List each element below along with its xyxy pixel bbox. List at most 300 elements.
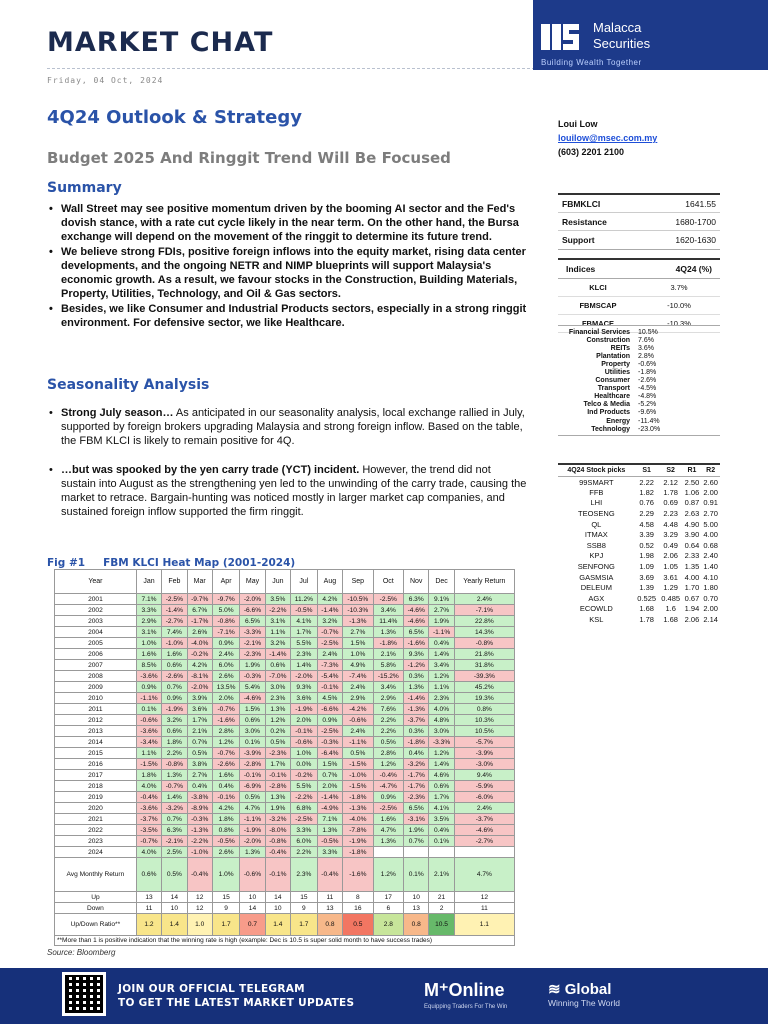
heatmap-cell: 1.2% bbox=[212, 737, 239, 748]
stock-level: 1.70 bbox=[684, 583, 700, 593]
heatmap-cell: -0.5% bbox=[317, 836, 342, 847]
heatmap-cell bbox=[404, 847, 429, 858]
stock-level: 0.70 bbox=[703, 593, 718, 603]
heatmap-cell: 0.6% bbox=[162, 726, 187, 737]
page-title: MARKET CHAT bbox=[47, 27, 274, 58]
sector-row bbox=[558, 409, 720, 417]
stock-level: 2.12 bbox=[663, 477, 678, 487]
heatmap-cell: -0.7% bbox=[317, 627, 342, 638]
sector-row bbox=[558, 352, 720, 360]
stock-ticker: KSL bbox=[589, 615, 604, 625]
stock-level: 0.76 bbox=[639, 498, 654, 508]
index-row bbox=[558, 279, 720, 297]
heatmap-year: 2004 bbox=[55, 627, 137, 638]
heatmap-cell: 1.3% bbox=[373, 836, 403, 847]
sector-name: Healthcare bbox=[594, 393, 630, 401]
heatmap-cell: -2.0% bbox=[187, 682, 212, 693]
stock-level: 3.29 bbox=[663, 530, 678, 540]
heatmap-year-row bbox=[55, 660, 515, 671]
heatmap-count-cell: 16 bbox=[343, 903, 373, 914]
sector-return: -4.5% bbox=[638, 385, 657, 393]
stock-level: 0.87 bbox=[684, 498, 700, 508]
indices-table bbox=[558, 258, 720, 333]
heatmap-cell: -3.9% bbox=[454, 748, 514, 759]
heatmap-header-cell: Oct bbox=[373, 570, 403, 594]
figure-title: FBM KLCI Heat Map (2001-2024) bbox=[103, 557, 296, 569]
heatmap-cell: -0.7% bbox=[212, 748, 239, 759]
level-value: 1680-1700 bbox=[675, 216, 716, 227]
heatmap-cell: 0.4% bbox=[404, 748, 429, 759]
heatmap-cell: -2.8% bbox=[240, 759, 265, 770]
heatmap-year-row bbox=[55, 814, 515, 825]
heatmap-ratio-cell: 1.7 bbox=[291, 914, 318, 936]
heatmap-cell: 2.6% bbox=[212, 671, 239, 682]
heatmap-cell: -0.1% bbox=[212, 792, 239, 803]
heatmap-count-cell: 11 bbox=[454, 903, 514, 914]
heatmap-cell: 0.6% bbox=[162, 660, 187, 671]
heatmap-cell: -4.6% bbox=[240, 693, 265, 704]
heatmap-cell: 2.0% bbox=[291, 715, 318, 726]
heatmap-cell: -1.6% bbox=[212, 715, 239, 726]
heatmap-cell: -1.7% bbox=[404, 770, 429, 781]
heatmap-cell: 0.5% bbox=[343, 748, 373, 759]
page-header bbox=[0, 0, 768, 90]
heatmap-cell: 6.3% bbox=[162, 825, 187, 836]
heatmap-cell: 0.7% bbox=[317, 770, 342, 781]
stock-level: 2.63 bbox=[684, 509, 700, 519]
heatmap-footnote: **More than 1 is positive indication that the winning rate is high (example: Dec is 10.5 is super solid month to have success trades) bbox=[55, 936, 515, 946]
heatmap-cell: 2.9% bbox=[343, 693, 373, 704]
heatmap-cell: -5.4% bbox=[317, 671, 342, 682]
stock-level: 2.70 bbox=[703, 509, 718, 519]
heatmap-cell: 0.2% bbox=[265, 726, 290, 737]
stock-level: 1.09 bbox=[639, 562, 654, 572]
heatmap-cell: -0.4% bbox=[373, 770, 403, 781]
stock-ticker: LHI bbox=[590, 498, 603, 508]
heatmap-cell: -4.0% bbox=[187, 638, 212, 649]
heatmap-header-cell: Aug bbox=[317, 570, 342, 594]
heatmap-cell: -2.3% bbox=[240, 649, 265, 660]
level-label: FBMKLCI bbox=[562, 198, 601, 209]
heatmap-cell: -1.5% bbox=[343, 781, 373, 792]
heatmap-cell: -0.7% bbox=[212, 704, 239, 715]
stock-ticker: SSB8 bbox=[586, 540, 606, 550]
heatmap-avg-cell: 1.0% bbox=[212, 858, 239, 892]
heatmap-cell: 1.8% bbox=[212, 814, 239, 825]
heatmap-cell: 0.6% bbox=[265, 660, 290, 671]
sector-return: -4.8% bbox=[638, 393, 657, 401]
seasonality-point bbox=[47, 463, 527, 519]
stock-level: 1.68 bbox=[639, 604, 654, 614]
stock-pick-row bbox=[558, 582, 720, 593]
heatmap-cell: 1.3% bbox=[373, 627, 403, 638]
heatmap-cell: -0.8% bbox=[162, 759, 187, 770]
heatmap-cell: 2.3% bbox=[291, 649, 318, 660]
heatmap-header-row bbox=[55, 570, 515, 594]
stock-level: 3.69 bbox=[639, 572, 654, 582]
stock-level: 2.29 bbox=[639, 509, 654, 519]
m-global-name: Global bbox=[564, 981, 612, 998]
stock-ticker: DELEUM bbox=[580, 583, 612, 593]
telegram-qr-code[interactable] bbox=[62, 972, 106, 1016]
heatmap-cell: -1.0% bbox=[162, 638, 187, 649]
heatmap-cell: 1.2% bbox=[429, 748, 454, 759]
header-divider bbox=[47, 68, 540, 69]
stock-level: 1.40 bbox=[703, 562, 718, 572]
seasonality-lead: Strong July season… bbox=[61, 407, 174, 419]
heatmap-year: 2017 bbox=[55, 770, 137, 781]
stock-level: 2.06 bbox=[663, 551, 678, 561]
heatmap-cell: 2.7% bbox=[429, 605, 454, 616]
heatmap-count-cell: 12 bbox=[187, 903, 212, 914]
source-note: Source: Bloomberg bbox=[47, 948, 116, 957]
brand-name-line2: Securities bbox=[593, 36, 651, 51]
stock-pick-row bbox=[558, 529, 720, 540]
heatmap-header-cell: Jan bbox=[136, 570, 161, 594]
heatmap-count-cell: 12 bbox=[454, 892, 514, 903]
m-online-logo: M⁺Online bbox=[424, 980, 505, 1000]
heatmap-cell: 9.3% bbox=[404, 649, 429, 660]
heatmap-ratio-cell: 1.4 bbox=[162, 914, 187, 936]
heatmap-cell: -4.2% bbox=[343, 704, 373, 715]
heatmap-cell: -1.7% bbox=[404, 781, 429, 792]
heatmap-cell: 2.0% bbox=[212, 693, 239, 704]
heatmap-cell: 1.6% bbox=[162, 649, 187, 660]
heatmap-avg-cell: 0.6% bbox=[136, 858, 161, 892]
heatmap-avg-cell: -0.4% bbox=[317, 858, 342, 892]
stock-level: 1.78 bbox=[663, 487, 678, 497]
heatmap-cell: 1.1% bbox=[136, 748, 161, 759]
heatmap-cell: 6.0% bbox=[291, 836, 318, 847]
heatmap-cell: -4.6% bbox=[454, 825, 514, 836]
heatmap-cell: -3.5% bbox=[136, 825, 161, 836]
heatmap-cell: -0.7% bbox=[162, 781, 187, 792]
heatmap-cell: 2.2% bbox=[373, 715, 403, 726]
index-name: FBMACE bbox=[581, 319, 615, 328]
stock-pick-row bbox=[558, 519, 720, 530]
heatmap-year-row bbox=[55, 726, 515, 737]
heatmap-ratio-cell: 2.8 bbox=[373, 914, 403, 936]
heatmap-ratio-cell: 1.7 bbox=[212, 914, 239, 936]
heatmap-cell: 10.5% bbox=[454, 726, 514, 737]
cta-line1: JOIN OUR OFFICIAL TELEGRAM bbox=[118, 983, 305, 995]
heatmap-cell: 6.5% bbox=[404, 803, 429, 814]
heatmap-cell: -1.5% bbox=[343, 759, 373, 770]
heatmap-cell: -2.0% bbox=[240, 594, 265, 605]
stock-level: 1.6 bbox=[665, 604, 676, 614]
heatmap-cell: -2.1% bbox=[240, 638, 265, 649]
sector-performance-list bbox=[558, 325, 720, 436]
heatmap-cell: 0.7% bbox=[187, 737, 212, 748]
heatmap-cell: -3.6% bbox=[136, 803, 161, 814]
heatmap-count-cell: 8 bbox=[343, 892, 373, 903]
heatmap-header-cell: May bbox=[240, 570, 265, 594]
heatmap-cell: 3.1% bbox=[265, 616, 290, 627]
heatmap-cell: -9.7% bbox=[187, 594, 212, 605]
summary-list bbox=[47, 202, 527, 331]
sector-name: Telco & Media bbox=[583, 401, 630, 409]
sector-return: -1.8% bbox=[638, 369, 657, 377]
heatmap-cell: 0.3% bbox=[404, 726, 429, 737]
heatmap-cell: 2.0% bbox=[317, 781, 342, 792]
stock-level: 1.68 bbox=[663, 615, 678, 625]
heatmap-ratio-cell: 0.8 bbox=[404, 914, 429, 936]
heatmap-cell: 1.8% bbox=[162, 737, 187, 748]
heatmap-cell: -3.0% bbox=[454, 759, 514, 770]
heatmap-cell: 3.3% bbox=[136, 605, 161, 616]
heatmap-title bbox=[47, 557, 295, 569]
heatmap-cell: -1.4% bbox=[317, 792, 342, 803]
heatmap-cell: 1.8% bbox=[136, 770, 161, 781]
index-name: KLCI bbox=[589, 283, 607, 292]
heatmap-cell: -2.5% bbox=[317, 726, 342, 737]
heatmap-count-cell: 9 bbox=[291, 903, 318, 914]
heatmap-cell: 2.4% bbox=[343, 682, 373, 693]
heatmap-cell: -0.4% bbox=[136, 792, 161, 803]
level-label: Support bbox=[562, 235, 595, 245]
seasonality-list bbox=[47, 406, 527, 534]
heatmap-cell: -3.3% bbox=[429, 737, 454, 748]
heatmap-avg-cell: -0.1% bbox=[265, 858, 290, 892]
heatmap-cell: 3.6% bbox=[187, 704, 212, 715]
sector-row bbox=[558, 336, 720, 344]
heatmap-cell: 3.1% bbox=[136, 627, 161, 638]
heatmap-ratio-cell: 1.2 bbox=[136, 914, 161, 936]
heatmap-cell: 7.6% bbox=[373, 704, 403, 715]
heatmap-header-cell: Yearly Return bbox=[454, 570, 514, 594]
heatmap-year-row bbox=[55, 781, 515, 792]
heatmap-cell: 1.6% bbox=[136, 649, 161, 660]
heatmap-avg-cell: 0.1% bbox=[404, 858, 429, 892]
heatmap-cell: -1.8% bbox=[404, 737, 429, 748]
heatmap-cell: 4.1% bbox=[291, 616, 318, 627]
seasonality-point bbox=[47, 406, 527, 448]
heatmap-count-cell: 2 bbox=[429, 903, 454, 914]
heatmap-cell: -3.2% bbox=[404, 759, 429, 770]
sector-return: -23.0% bbox=[638, 425, 661, 433]
sector-row bbox=[558, 377, 720, 385]
heatmap-year-row bbox=[55, 638, 515, 649]
heatmap-count-cell: 10 bbox=[265, 903, 290, 914]
sector-return: 2.8% bbox=[638, 352, 654, 360]
heatmap-cell: -1.1% bbox=[240, 814, 265, 825]
sector-name: Technology bbox=[591, 425, 630, 433]
sector-return: 10.5% bbox=[638, 328, 658, 336]
heatmap-cell: 3.8% bbox=[187, 759, 212, 770]
stock-ticker: ITMAX bbox=[584, 530, 608, 540]
heatmap-cell: -1.4% bbox=[317, 605, 342, 616]
heatmap-cell: 1.7% bbox=[265, 759, 290, 770]
heatmap-cell: 6.5% bbox=[240, 616, 265, 627]
heatmap-cell: 3.4% bbox=[429, 660, 454, 671]
indices-header-period: 4Q24 (%) bbox=[675, 264, 712, 274]
stock-pick-row bbox=[558, 551, 720, 562]
stock-level: 2.40 bbox=[703, 551, 718, 561]
malacca-securities-logo-icon bbox=[541, 22, 583, 52]
heatmap-count-cell: 17 bbox=[373, 892, 403, 903]
author-email-link[interactable]: louilow@msec.com.my bbox=[558, 133, 658, 143]
heatmap-cell: -0.6% bbox=[291, 737, 318, 748]
heatmap-ratio-cell: 1.0 bbox=[187, 914, 212, 936]
heatmap-cell: 4.0% bbox=[136, 781, 161, 792]
sector-return: -2.6% bbox=[638, 377, 657, 385]
seasonality-text: However, the trend did not sustain into August as the strengthening yen led to the unwinding of the carry trade, causing the market to retrace. Bargain-hunting was noticed mostly in larger market cap companies, and sustained foreign inflow supported the firm ringgit. bbox=[61, 464, 527, 518]
heatmap-cell: 1.4% bbox=[291, 660, 318, 671]
heatmap-cell: -8.0% bbox=[265, 825, 290, 836]
heatmap-cell: -1.9% bbox=[343, 836, 373, 847]
heatmap-count-cell: 14 bbox=[162, 892, 187, 903]
heatmap-cell: -0.3% bbox=[187, 814, 212, 825]
heatmap-cell: 1.7% bbox=[429, 792, 454, 803]
heatmap-cell: -1.8% bbox=[373, 638, 403, 649]
stock-ticker: AGX bbox=[588, 593, 605, 603]
heatmap-year: 2024 bbox=[55, 847, 137, 858]
heatmap-cell: 4.1% bbox=[429, 803, 454, 814]
heatmap-count-cell: 10 bbox=[240, 892, 265, 903]
heatmap-avg-cell: -1.6% bbox=[343, 858, 373, 892]
heatmap-down-row bbox=[55, 903, 515, 914]
heatmap-cell: -2.2% bbox=[291, 792, 318, 803]
sector-name: Energy bbox=[606, 417, 630, 425]
telegram-cta[interactable] bbox=[118, 982, 354, 1010]
heatmap-cell: -3.7% bbox=[136, 814, 161, 825]
heatmap-cell: -2.5% bbox=[317, 638, 342, 649]
heatmap-cell: -39.3% bbox=[454, 671, 514, 682]
heatmap-cell: -1.1% bbox=[136, 693, 161, 704]
heatmap-cell: 0.4% bbox=[212, 781, 239, 792]
heatmap-row-label: Up bbox=[55, 892, 137, 903]
heatmap-cell: 3.0% bbox=[265, 682, 290, 693]
heatmap-cell: -1.0% bbox=[343, 770, 373, 781]
heatmap-cell: 1.0% bbox=[136, 638, 161, 649]
heatmap-cell: 0.8% bbox=[454, 704, 514, 715]
heatmap-cell: -3.8% bbox=[187, 792, 212, 803]
heatmap-cell: 5.5% bbox=[291, 638, 318, 649]
heatmap-cell: 2.9% bbox=[136, 616, 161, 627]
heatmap-cell: 14.3% bbox=[454, 627, 514, 638]
index-value: -10.0% bbox=[667, 301, 691, 310]
heatmap-cell: 0.0% bbox=[291, 759, 318, 770]
heatmap-avg-cell: 1.2% bbox=[373, 858, 403, 892]
heatmap-cell: 3.2% bbox=[162, 715, 187, 726]
heatmap-cell: 4.5% bbox=[317, 693, 342, 704]
heatmap-cell: -0.2% bbox=[291, 770, 318, 781]
heatmap-body bbox=[55, 594, 515, 946]
heatmap-cell: -3.7% bbox=[404, 715, 429, 726]
sector-return: -5.2% bbox=[638, 401, 657, 409]
heatmap-ratio-cell: 0.7 bbox=[240, 914, 265, 936]
heatmap-cell: 2.3% bbox=[265, 693, 290, 704]
sector-row bbox=[558, 344, 720, 352]
heatmap-cell: -7.3% bbox=[317, 660, 342, 671]
heatmap-cell: -2.5% bbox=[373, 594, 403, 605]
heatmap-cell: -4.6% bbox=[404, 616, 429, 627]
heatmap-cell: 8.5% bbox=[136, 660, 161, 671]
heatmap-row-label: Down bbox=[55, 903, 137, 914]
heatmap-avg-cell: 2.3% bbox=[291, 858, 318, 892]
heatmap-cell: -1.9% bbox=[291, 704, 318, 715]
stock-ticker: KPJ bbox=[589, 551, 604, 561]
heatmap-cell: 1.3% bbox=[162, 770, 187, 781]
heatmap-year-row bbox=[55, 803, 515, 814]
heatmap-cell: 3.6% bbox=[291, 693, 318, 704]
heatmap-cell: 22.8% bbox=[454, 616, 514, 627]
heatmap-cell: -0.8% bbox=[265, 836, 290, 847]
heatmap-cell: 3.3% bbox=[291, 825, 318, 836]
heatmap-cell bbox=[373, 847, 403, 858]
heatmap-ratio-cell: 0.8 bbox=[317, 914, 342, 936]
heatmap-year: 2009 bbox=[55, 682, 137, 693]
heatmap-cell: 0.7% bbox=[404, 836, 429, 847]
heatmap-year-row bbox=[55, 616, 515, 627]
stock-pick-row bbox=[558, 508, 720, 519]
stock-level: 0.485 bbox=[661, 593, 681, 603]
heatmap-year-row bbox=[55, 605, 515, 616]
heatmap-cell: -1.9% bbox=[162, 704, 187, 715]
stock-level: 0.52 bbox=[639, 540, 654, 550]
heatmap-year: 2001 bbox=[55, 594, 137, 605]
heatmap-note-row bbox=[55, 936, 515, 946]
heatmap-avg-cell: 4.7% bbox=[454, 858, 514, 892]
heatmap-cell: 6.8% bbox=[291, 803, 318, 814]
index-row bbox=[558, 297, 720, 315]
heatmap-year-row bbox=[55, 748, 515, 759]
heatmap-cell: 3.5% bbox=[265, 594, 290, 605]
heatmap-cell: -1.1% bbox=[429, 627, 454, 638]
heatmap-cell: -4.7% bbox=[373, 781, 403, 792]
heatmap-cell: 0.7% bbox=[162, 682, 187, 693]
heatmap-count-cell: 11 bbox=[317, 892, 342, 903]
stock-level: 1.82 bbox=[639, 487, 654, 497]
sector-row bbox=[558, 393, 720, 401]
stock-level: 4.58 bbox=[639, 519, 654, 529]
heatmap-cell: -3.2% bbox=[265, 814, 290, 825]
heatmap-cell: 0.8% bbox=[212, 825, 239, 836]
heatmap-cell: -7.4% bbox=[343, 671, 373, 682]
heatmap-year: 2021 bbox=[55, 814, 137, 825]
heatmap-cell: 1.0% bbox=[291, 748, 318, 759]
sector-return: -0.6% bbox=[638, 360, 657, 368]
heatmap-cell: 4.2% bbox=[317, 594, 342, 605]
heatmap-year-row bbox=[55, 792, 515, 803]
heatmap-cell: -2.5% bbox=[373, 803, 403, 814]
heatmap-cell: -7.1% bbox=[212, 627, 239, 638]
heatmap-count-cell: 11 bbox=[136, 903, 161, 914]
stock-level: 2.00 bbox=[703, 604, 718, 614]
stock-level: 4.90 bbox=[684, 519, 700, 529]
heatmap-cell bbox=[454, 847, 514, 858]
heatmap-year-row bbox=[55, 649, 515, 660]
heatmap-cell: 7.1% bbox=[317, 814, 342, 825]
heatmap-cell: -0.5% bbox=[291, 605, 318, 616]
stock-picks-header-row bbox=[558, 465, 720, 477]
heatmap-year: 2018 bbox=[55, 781, 137, 792]
heatmap-cell: -1.4% bbox=[404, 693, 429, 704]
heatmap-cell: 2.9% bbox=[373, 693, 403, 704]
sector-row bbox=[558, 425, 720, 433]
seasonality-text: As anticipated in our seasonality analysis, local exchange rallied in July, supported by foreign brokers upgrading Malaysia and strong foreign inflow. Based on the table, the FBM KLCI is likely to remain positive for 4Q. bbox=[61, 407, 525, 447]
stock-level: 1.94 bbox=[684, 604, 700, 614]
heatmap-cell: 0.1% bbox=[429, 836, 454, 847]
seasonality-lead: …but was spooked by the yen carry trade (YCT) incident. bbox=[61, 464, 360, 476]
heatmap-cell: 2.4% bbox=[454, 594, 514, 605]
heatmap-header-cell: Jun bbox=[265, 570, 290, 594]
heatmap-cell: 0.6% bbox=[240, 715, 265, 726]
sector-row bbox=[558, 328, 720, 336]
sector-name: Transport bbox=[597, 385, 630, 393]
heatmap-cell: 1.3% bbox=[240, 847, 265, 858]
heatmap-cell: -2.3% bbox=[404, 792, 429, 803]
